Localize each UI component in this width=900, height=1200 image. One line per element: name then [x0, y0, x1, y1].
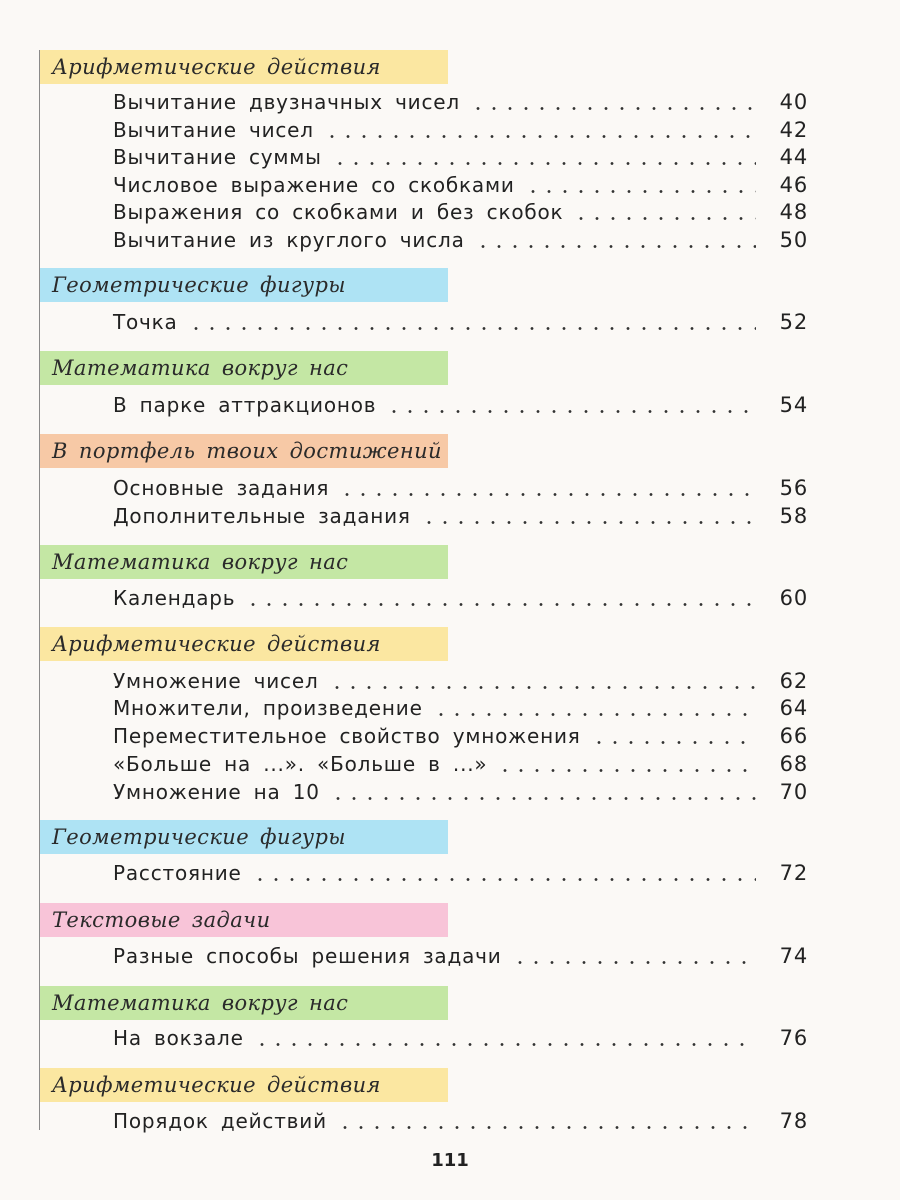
toc-entry [113, 857, 808, 885]
toc-entry-page: 70 [779, 780, 808, 804]
dot-leader [324, 135, 756, 138]
toc-entry-title: Вычитание двузначных чисел [113, 90, 460, 114]
toc-entry-title: Вычитание суммы [113, 145, 322, 169]
toc-entry-page: 40 [779, 90, 808, 114]
toc-entry [113, 665, 808, 693]
section-header: Арифметические действия [40, 627, 448, 661]
section-header: Математика вокруг нас [40, 351, 448, 385]
section-header: Математика вокруг нас [40, 986, 448, 1020]
dot-leader [329, 686, 756, 689]
toc-entry-page: 62 [779, 669, 808, 693]
toc-entry-title: Выражения со скобками и без скобок [113, 200, 564, 224]
section-header: Геометрические фигуры [40, 820, 448, 854]
toc-entry-page: 68 [779, 752, 808, 776]
toc-entry [113, 306, 808, 334]
toc-entry-page: 76 [779, 1026, 808, 1050]
toc-entry-title: Основные задания [113, 476, 330, 500]
toc-entry-title: Множители, произведение [113, 696, 423, 720]
toc-entry [113, 500, 808, 528]
toc-entry [113, 692, 808, 720]
toc-entry-page: 74 [779, 944, 808, 968]
section-header: Текстовые задачи [40, 903, 448, 937]
toc-entry-title: Порядок действий [113, 1109, 327, 1133]
toc-entry-title: Переместительное свойство умножения [113, 724, 581, 748]
toc-entry-page: 78 [779, 1109, 808, 1133]
dot-leader [386, 410, 756, 413]
dot-leader [433, 713, 756, 716]
toc-entry-page: 58 [779, 504, 808, 528]
toc-entry-page: 46 [779, 173, 808, 197]
page-number: 111 [431, 1150, 469, 1171]
toc-entry-title: Умножение чисел [113, 669, 319, 693]
dot-leader [512, 961, 756, 964]
left-margin-rule [39, 50, 40, 1130]
toc-entry-title: Числовое выражение со скобками [113, 173, 515, 197]
dot-leader [330, 797, 756, 800]
toc-entry-title: Дополнительные задания [113, 504, 411, 528]
toc-entry-page: 72 [779, 861, 808, 885]
toc-entry [113, 940, 808, 968]
dot-leader [525, 190, 756, 193]
dot-leader [497, 769, 756, 772]
toc-entry-title: Вычитание из круглого числа [113, 228, 465, 252]
toc-entry-page: 48 [779, 200, 808, 224]
toc-entry-page: 64 [779, 696, 808, 720]
dot-leader [421, 521, 756, 524]
toc-entry-title: Разные способы решения задачи [113, 944, 502, 968]
toc-entry-title: Календарь [113, 586, 236, 610]
toc-entry [113, 141, 808, 169]
dot-leader [188, 327, 756, 330]
toc-entry [113, 224, 808, 252]
dot-leader [573, 217, 756, 220]
toc-entry-page: 52 [779, 310, 808, 334]
toc-entry [113, 389, 808, 417]
section-header: Геометрические фигуры [40, 268, 448, 302]
toc-entry-page: 44 [779, 145, 808, 169]
dot-leader [245, 603, 756, 606]
toc-entry-page: 50 [779, 228, 808, 252]
toc-entry-title: Точка [113, 310, 178, 334]
toc-entry-page: 56 [779, 476, 808, 500]
toc-entry [113, 1022, 808, 1050]
section-header: Арифметические действия [40, 50, 448, 84]
toc-entry [113, 196, 808, 224]
toc-entry [113, 720, 808, 748]
dot-leader [470, 107, 756, 110]
toc-entry [113, 114, 808, 142]
section-header: Арифметические действия [40, 1068, 448, 1102]
toc-entry-title: Вычитание чисел [113, 118, 314, 142]
dot-leader [332, 162, 756, 165]
toc-entry-title: «Больше на ...». «Больше в ...» [113, 752, 488, 776]
toc-entry [113, 748, 808, 776]
toc-entry-page: 54 [779, 393, 808, 417]
section-header: В портфель твоих достижений [40, 434, 448, 468]
dot-leader [252, 878, 756, 881]
toc-entry-page: 42 [779, 118, 808, 142]
toc-entry-page: 60 [779, 586, 808, 610]
toc-entry [113, 582, 808, 610]
toc-entry-title: Умножение на 10 [113, 780, 320, 804]
dot-leader [254, 1043, 756, 1046]
toc-entry [113, 776, 808, 804]
toc-entry-title: На вокзале [113, 1026, 244, 1050]
toc-entry [113, 86, 808, 114]
toc-entry [113, 472, 808, 500]
section-header: Математика вокруг нас [40, 545, 448, 579]
dot-leader [339, 493, 756, 496]
toc-entry-title: Расстояние [113, 861, 242, 885]
toc-entry-page: 66 [779, 724, 808, 748]
toc-entry-title: В парке аттракционов [113, 393, 377, 417]
dot-leader [337, 1126, 756, 1129]
toc-entry [113, 1105, 808, 1133]
dot-leader [475, 245, 756, 248]
toc-entry [113, 169, 808, 197]
dot-leader [591, 741, 756, 744]
